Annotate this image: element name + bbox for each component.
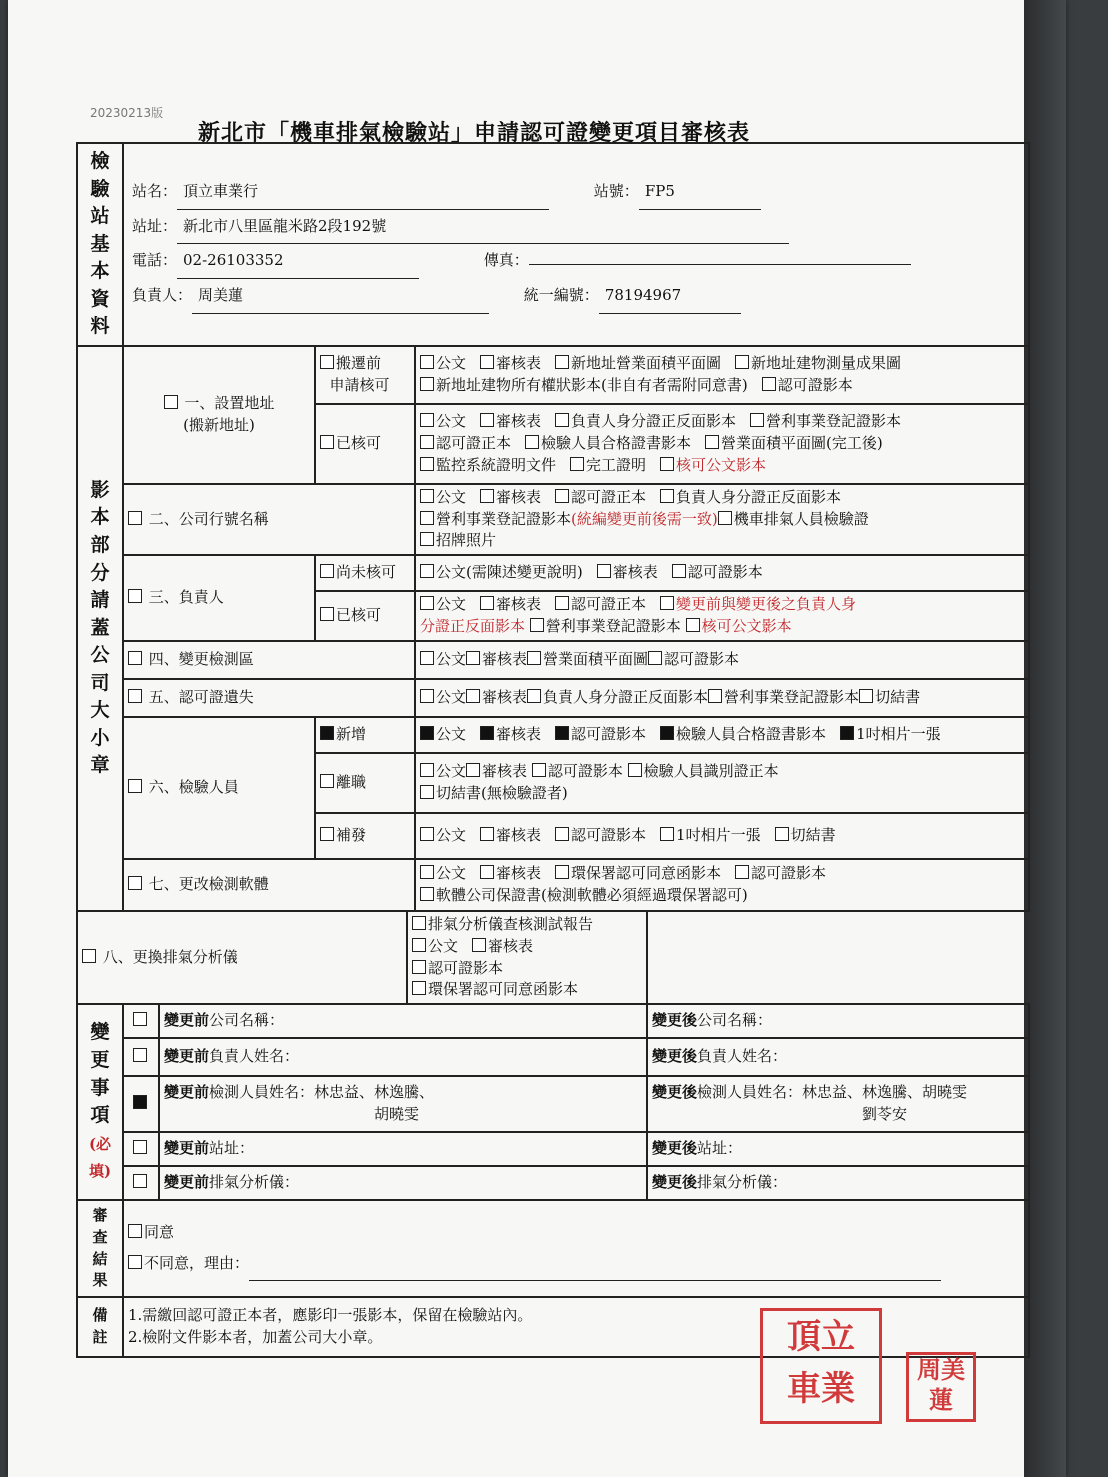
item5-docs: 公文 審核表 負責人身分證正反面影本 營利事業登記證影本 切結書 [415,679,1029,717]
change-row5-checkbox-cell[interactable] [123,1166,159,1200]
reason-field[interactable] [249,1248,941,1281]
change-row2-before: 變更前負責人姓名： [159,1038,647,1076]
item6-docs-c: 公文 審核表 認可證影本 1吋相片一張 切結書 [415,813,1029,859]
basic-section-header: 檢 驗 站 基 本 資 料 [77,143,123,346]
item6-opt-a[interactable]: 新增 [315,717,415,753]
change-row5-after: 變更後排氣分析儀： [647,1166,1029,1200]
version-label: 20230213版 [90,106,164,120]
change-row2-checkbox-cell[interactable] [123,1038,159,1076]
item1-opt-b[interactable] [315,404,415,484]
item6-cell[interactable] [123,717,315,859]
item6-label: 六、檢驗人員 [148,778,239,797]
item4-docs: 公文 審核表 營業面積平面圖 認可證影本 [415,641,1029,679]
item3-checkbox[interactable] [128,589,142,603]
item6-docs-a: 公文 審核表 認可證影本 檢驗人員合格證書影本 1吋相片一張 [415,717,1029,753]
item3-opt-b[interactable]: 已核可 [315,591,415,641]
item3-docs-b: 公文 審核表 認可證正本 變更前與變更後之負責人身 分證正反面影本 營利事業登記證影本 核可公文影本 [415,591,1029,641]
fax-field[interactable] [529,264,911,265]
item5-checkbox[interactable] [128,689,142,703]
item5-label: 五、認可證遺失 [148,688,254,707]
change-row5-before: 變更前排氣分析儀： [159,1166,647,1200]
item7-docs: 公文 審核表 環保署認可同意函影本 認可證影本 軟體公司保證書(檢測軟體必須經過環保署認可) [415,859,1029,911]
item1-opt-b-checkbox[interactable] [320,435,334,449]
tax-id-field[interactable]: 78194967 [599,279,741,314]
change-row3-after: 變更後檢測人員姓名：林忠益、林逸騰、胡曉雯 劉苓安 [647,1076,1029,1132]
item1-opt-a-checkbox[interactable] [320,355,334,369]
copy-section-header: 影 本 部 分 請 蓋 公 司 大 小 章 [77,346,123,911]
station-no-label: 站號： [593,181,639,200]
item6-checkbox[interactable] [128,779,142,793]
page-title: 新北市「機車排氣檢驗站」申請認可證變更項目審核表 [198,120,751,146]
change-row3-checkbox-cell[interactable] [123,1076,159,1132]
item1-sublabel: (搬新地址) [183,415,255,434]
address-label: 站址： [132,216,178,235]
note-2: 2.檢附文件影本者，加蓋公司大小章。 [128,1328,383,1347]
item3-cell[interactable] [123,555,315,641]
fax-label: 傳真： [483,251,529,270]
agree-checkbox[interactable] [128,1224,142,1238]
item7-label: 七、更改檢測軟體 [148,875,269,894]
disagree-checkbox[interactable] [128,1255,142,1269]
item3-label: 三、負責人 [148,588,224,607]
item1-opt-a[interactable] [315,346,415,404]
item2-docs: 公文 審核表 認可證正本 負責人身分證正反面影本 營利事業登記證影本(統編變更前後需一致) 機車排氣人員檢驗證 招牌照片 [415,484,1029,555]
item2-checkbox[interactable] [128,511,142,525]
item4-label: 四、變更檢測區 [148,650,254,669]
item1-opt-a-label2: 申請核可 [329,375,390,394]
owner-field[interactable]: 周美蓮 [192,279,489,314]
item8-docs: 排氣分析儀查核測試報告公文 審核表認可證影本 環保署認可同意函影本 [407,911,647,1004]
tax-id-label: 統一編號： [523,286,599,305]
note-1: 1.需繳回認可證正本者，應影印一張影本，保留在檢驗站內。 [128,1306,533,1325]
address-field[interactable]: 新北市八里區龍米路2段192號 [177,210,789,245]
phone-label: 電話： [132,251,178,270]
station-no-field[interactable]: FP5 [639,175,761,210]
disagree-label: 不同意，理由： [144,1254,250,1273]
change-row1-checkbox-cell[interactable] [123,1004,159,1038]
basic-info [123,143,1029,346]
item5-cell[interactable] [123,679,415,717]
item2-label: 二、公司行號名稱 [148,509,269,528]
owner-label: 負責人： [132,286,193,305]
change-row3-before: 變更前檢測人員姓名：林忠益、林逸騰、 胡曉雯 [159,1076,647,1132]
item1-opt-a-label: 搬遷前 [336,354,382,373]
item1-label: 一、設置地址 [184,394,275,413]
change-section-header: 變 更 事 項 (必填) [77,1004,123,1200]
change-row1-before: 變更前公司名稱： [159,1004,647,1038]
item6-opt-b[interactable]: 離職 [315,753,415,813]
item8-cell[interactable] [77,911,407,1004]
item6-opt-a-checkbox-checked[interactable] [320,726,334,740]
phone-field[interactable]: 02-26103352 [177,244,419,279]
review-section-header: 審 查 結 果 [77,1200,123,1297]
item6-opt-c[interactable]: 補發 [315,813,415,859]
background-edge [1024,0,1066,1477]
company-seal-stamp: 頂立 車業 [760,1308,882,1424]
change-row1-after: 變更後公司名稱： [647,1004,1029,1038]
change-row4-after: 變更後站址： [647,1132,1029,1166]
notes-body [123,1297,1029,1357]
item1-opt-b-label: 已核可 [336,433,382,452]
change-row2-after: 變更後負責人姓名： [647,1038,1029,1076]
notes-section-header: 備 註 [77,1297,123,1357]
agree-label: 同意 [144,1222,175,1241]
review-body [123,1200,1029,1297]
personal-seal-stamp: 周美 蓮 [906,1352,976,1422]
item1-docs-a: 公文 審核表 新地址營業面積平面圖 新地址建物測量成果圖 新地址建物所有權狀影本(非自有者需附同意書) 認可證影本 [415,346,1029,404]
item4-cell[interactable] [123,641,415,679]
change-row3-checkbox-checked[interactable] [133,1095,147,1109]
review-form-table [76,142,1030,1358]
item1-checkbox[interactable] [164,395,178,409]
change-row4-before: 變更前站址： [159,1132,647,1166]
station-name-field[interactable]: 頂立車業行 [177,175,549,210]
item6-docs-b: 公文 審核表 認可證影本 檢驗人員識別證正本 切結書(無檢驗證者) [415,753,1029,813]
station-name-label: 站名： [132,181,178,200]
item8-checkbox[interactable] [82,949,96,963]
item2-cell[interactable] [123,484,415,555]
item7-cell[interactable] [123,859,415,911]
item1-cell[interactable] [123,346,315,484]
item1-docs-b: 公文 審核表 負責人身分證正反面影本 營利事業登記證影本 認可證正本 檢驗人員合格證書影本 營業面積平面圖(完工後) 監控系統證明文件 完工證明 核可公文影本 [415,404,1029,484]
change-row4-checkbox-cell[interactable] [123,1132,159,1166]
item3-docs-a: 公文(需陳述變更說明) 審核表 認可證影本 [415,555,1029,591]
item4-checkbox[interactable] [128,651,142,665]
item3-opt-a[interactable]: 尚未核可 [315,555,415,591]
item8-label: 八、更換排氣分析儀 [102,947,238,966]
item7-checkbox[interactable] [128,876,142,890]
